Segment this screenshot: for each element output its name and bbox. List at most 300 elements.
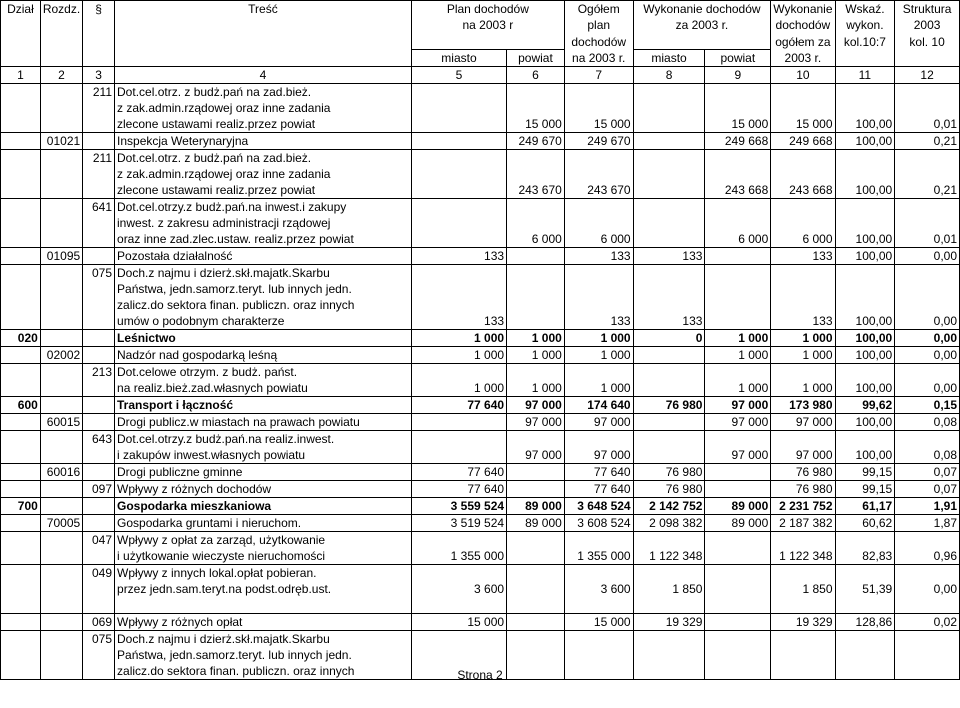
column-number-3: 3 bbox=[83, 67, 115, 84]
tresc-cell: z zak.admin.rządowej oraz inne zadania bbox=[115, 100, 412, 116]
rozdzial-cell bbox=[40, 581, 82, 597]
tresc-cell: Dot.celowe otrzym. z budż. państ. bbox=[115, 364, 412, 381]
wskaznik-cell: 100,00 bbox=[835, 116, 895, 133]
struktura-cell: 0,00 bbox=[895, 347, 960, 364]
wyk-powiat-cell: 1 000 bbox=[705, 380, 771, 397]
paragraf-cell bbox=[83, 116, 115, 133]
table-row bbox=[1, 281, 960, 297]
paragraf-cell: 047 bbox=[83, 532, 115, 549]
column-number-8: 8 bbox=[633, 67, 705, 84]
rozdzial-cell bbox=[40, 447, 82, 464]
tresc-cell: Państwa, jedn.samorz.teryt. lub innych jedn. bbox=[115, 647, 412, 663]
wyk-ogolem-cell bbox=[771, 150, 835, 167]
rozdzial-cell bbox=[40, 647, 82, 663]
paragraf-cell bbox=[83, 414, 115, 431]
tresc-cell bbox=[115, 597, 412, 614]
dzial-cell bbox=[1, 199, 41, 216]
wyk-miasto-cell: 133 bbox=[633, 313, 705, 330]
plan-ogolem-cell: 1 355 000 bbox=[564, 548, 633, 565]
rozdzial-cell bbox=[40, 116, 82, 133]
column-number-5: 5 bbox=[411, 67, 506, 84]
plan-powiat-cell bbox=[507, 431, 565, 448]
header-paragraf: § bbox=[83, 1, 115, 18]
plan-ogolem-cell bbox=[564, 431, 633, 448]
plan-ogolem-cell: 133 bbox=[564, 313, 633, 330]
wyk-powiat-cell bbox=[705, 281, 771, 297]
wskaznik-cell: 82,83 bbox=[835, 548, 895, 565]
wyk-ogolem-cell: 15 000 bbox=[771, 116, 835, 133]
paragraf-cell bbox=[83, 313, 115, 330]
wyk-powiat-cell bbox=[705, 464, 771, 481]
plan-ogolem-cell: 97 000 bbox=[564, 414, 633, 431]
wskaznik-cell: 100,00 bbox=[835, 330, 895, 347]
wyk-miasto-cell bbox=[633, 532, 705, 549]
wyk-miasto-cell bbox=[633, 414, 705, 431]
plan-powiat-cell bbox=[507, 100, 565, 116]
plan-ogolem-cell bbox=[564, 150, 633, 167]
table-row bbox=[1, 414, 960, 431]
wyk-ogolem-cell bbox=[771, 265, 835, 282]
tresc-cell: Nadzór nad gospodarką leśną bbox=[115, 347, 412, 364]
plan-powiat-cell: 1 000 bbox=[507, 330, 565, 347]
wyk-ogolem-cell: 6 000 bbox=[771, 231, 835, 248]
plan-miasto-cell: 3 519 524 bbox=[411, 515, 506, 532]
paragraf-cell: 643 bbox=[83, 431, 115, 448]
paragraf-cell bbox=[83, 281, 115, 297]
wskaznik-cell: 128,86 bbox=[835, 614, 895, 631]
plan-miasto-cell: 1 000 bbox=[411, 380, 506, 397]
dzial-cell bbox=[1, 532, 41, 549]
wskaznik-cell bbox=[835, 364, 895, 381]
dzial-cell bbox=[1, 414, 41, 431]
wyk-miasto-cell bbox=[633, 265, 705, 282]
plan-powiat-cell: 1 000 bbox=[507, 347, 565, 364]
table-row bbox=[1, 199, 960, 216]
table-row bbox=[1, 313, 960, 330]
tresc-cell: Drogi publiczne gminne bbox=[115, 464, 412, 481]
wyk-powiat-cell bbox=[705, 481, 771, 498]
wskaznik-cell: 100,00 bbox=[835, 231, 895, 248]
rozdzial-cell: 70005 bbox=[40, 515, 82, 532]
struktura-cell: 0,00 bbox=[895, 581, 960, 597]
wyk-miasto-cell bbox=[633, 431, 705, 448]
plan-powiat-cell bbox=[507, 597, 565, 614]
tresc-cell: Pozostała działalność bbox=[115, 248, 412, 265]
dzial-cell bbox=[1, 464, 41, 481]
wyk-powiat-cell bbox=[705, 581, 771, 597]
rozdzial-cell bbox=[40, 231, 82, 248]
dzial-cell bbox=[1, 447, 41, 464]
column-number-6: 6 bbox=[507, 67, 565, 84]
tresc-cell: i zakupów inwest.własnych powiatu bbox=[115, 447, 412, 464]
plan-miasto-cell bbox=[411, 647, 506, 663]
column-number-11: 11 bbox=[835, 67, 895, 84]
header-wyk-l1: Wykonanie dochodów bbox=[633, 1, 771, 18]
rozdzial-cell: 01095 bbox=[40, 248, 82, 265]
wyk-miasto-cell bbox=[633, 447, 705, 464]
wskaznik-cell bbox=[835, 565, 895, 582]
wyk-miasto-cell bbox=[633, 199, 705, 216]
dzial-cell bbox=[1, 581, 41, 597]
plan-miasto-cell: 3 600 bbox=[411, 581, 506, 597]
wskaznik-cell bbox=[835, 647, 895, 663]
wyk-ogolem-cell bbox=[771, 431, 835, 448]
plan-miasto-cell bbox=[411, 166, 506, 182]
rozdzial-cell bbox=[40, 313, 82, 330]
plan-powiat-cell bbox=[507, 84, 565, 101]
wyk-miasto-cell bbox=[633, 364, 705, 381]
wyk-ogolem-cell: 76 980 bbox=[771, 481, 835, 498]
wyk-powiat-cell bbox=[705, 647, 771, 663]
header-tresc: Treść bbox=[115, 1, 412, 18]
wyk-powiat-cell: 89 000 bbox=[705, 515, 771, 532]
wyk-ogolem-cell bbox=[771, 84, 835, 101]
wyk-powiat-cell bbox=[705, 614, 771, 631]
struktura-cell: 0,00 bbox=[895, 380, 960, 397]
plan-miasto-cell bbox=[411, 565, 506, 582]
wyk-powiat-cell bbox=[705, 199, 771, 216]
paragraf-cell: 075 bbox=[83, 631, 115, 648]
wyk-miasto-cell: 2 098 382 bbox=[633, 515, 705, 532]
dzial-cell bbox=[1, 614, 41, 631]
rozdzial-cell bbox=[40, 498, 82, 515]
table-row bbox=[1, 532, 960, 549]
rozdzial-cell bbox=[40, 631, 82, 648]
struktura-cell: 0,00 bbox=[895, 248, 960, 265]
table-row bbox=[1, 364, 960, 381]
wyk-powiat-cell bbox=[705, 565, 771, 582]
rozdzial-cell bbox=[40, 597, 82, 614]
column-number-10: 10 bbox=[771, 67, 835, 84]
paragraf-cell: 097 bbox=[83, 481, 115, 498]
table-row bbox=[1, 100, 960, 116]
table-row bbox=[1, 84, 960, 101]
rozdzial-cell bbox=[40, 532, 82, 549]
header-wyk-powiat: powiat bbox=[705, 50, 771, 67]
rozdzial-cell bbox=[40, 431, 82, 448]
wyk-miasto-cell bbox=[633, 380, 705, 397]
plan-miasto-cell bbox=[411, 133, 506, 150]
wyk-miasto-cell bbox=[633, 116, 705, 133]
rozdzial-cell bbox=[40, 100, 82, 116]
header-str-l3: kol. 10 bbox=[895, 33, 960, 50]
plan-ogolem-cell: 174 640 bbox=[564, 397, 633, 414]
paragraf-cell bbox=[83, 581, 115, 597]
column-number-7: 7 bbox=[564, 67, 633, 84]
struktura-cell bbox=[895, 597, 960, 614]
struktura-cell: 0,08 bbox=[895, 414, 960, 431]
dzial-cell bbox=[1, 100, 41, 116]
plan-ogolem-cell bbox=[564, 364, 633, 381]
tresc-cell: zalicz.do sektora finan. publiczn. oraz innych bbox=[115, 297, 412, 313]
dzial-cell bbox=[1, 565, 41, 582]
wskaznik-cell bbox=[835, 215, 895, 231]
tresc-cell: Wpływy z różnych opłat bbox=[115, 614, 412, 631]
tresc-cell: Doch.z najmu i dzierż.skł.majatk.Skarbu bbox=[115, 631, 412, 648]
plan-powiat-cell bbox=[507, 631, 565, 648]
plan-miasto-cell bbox=[411, 150, 506, 167]
dzial-cell bbox=[1, 265, 41, 282]
plan-ogolem-cell: 1 000 bbox=[564, 330, 633, 347]
wyk-ogolem-cell: 133 bbox=[771, 313, 835, 330]
table-row bbox=[1, 548, 960, 565]
table-row bbox=[1, 231, 960, 248]
plan-powiat-cell bbox=[507, 364, 565, 381]
wyk-miasto-cell bbox=[633, 133, 705, 150]
rozdzial-cell: 60015 bbox=[40, 414, 82, 431]
plan-powiat-cell bbox=[507, 581, 565, 597]
tresc-cell: Wpływy z różnych dochodów bbox=[115, 481, 412, 498]
rozdzial-cell bbox=[40, 297, 82, 313]
wyk-ogolem-cell bbox=[771, 281, 835, 297]
wyk-miasto-cell bbox=[633, 215, 705, 231]
wskaznik-cell: 100,00 bbox=[835, 414, 895, 431]
plan-ogolem-cell bbox=[564, 199, 633, 216]
struktura-cell: 1,87 bbox=[895, 515, 960, 532]
rozdzial-cell: 01021 bbox=[40, 133, 82, 150]
wyk-miasto-cell bbox=[633, 281, 705, 297]
plan-ogolem-cell bbox=[564, 281, 633, 297]
plan-miasto-cell: 3 559 524 bbox=[411, 498, 506, 515]
dzial-cell: 700 bbox=[1, 498, 41, 515]
wskaznik-cell: 100,00 bbox=[835, 313, 895, 330]
wyk-powiat-cell: 6 000 bbox=[705, 231, 771, 248]
header-ogolem-l4: na 2003 r. bbox=[564, 50, 633, 67]
header-plan-l1: Plan dochodów bbox=[411, 1, 564, 18]
wskaznik-cell bbox=[835, 297, 895, 313]
tresc-cell: Drogi publicz.w miastach na prawach powiatu bbox=[115, 414, 412, 431]
table-row bbox=[1, 631, 960, 648]
struktura-cell bbox=[895, 150, 960, 167]
plan-powiat-cell bbox=[507, 548, 565, 565]
tresc-cell: Dot.cel.otrzy.z budż.pań.na realiz.inwest. bbox=[115, 431, 412, 448]
paragraf-cell: 049 bbox=[83, 565, 115, 582]
wyk-ogolem-cell bbox=[771, 199, 835, 216]
plan-ogolem-cell bbox=[564, 565, 633, 582]
plan-ogolem-cell: 15 000 bbox=[564, 116, 633, 133]
table-row bbox=[1, 297, 960, 313]
wskaznik-cell: 60,62 bbox=[835, 515, 895, 532]
wyk-powiat-cell: 1 000 bbox=[705, 330, 771, 347]
wyk-ogolem-cell: 19 329 bbox=[771, 614, 835, 631]
plan-miasto-cell: 77 640 bbox=[411, 397, 506, 414]
tresc-cell: i użytkowanie wieczyste nieruchomości bbox=[115, 548, 412, 565]
rozdzial-cell bbox=[40, 182, 82, 199]
wskaznik-cell: 99,62 bbox=[835, 397, 895, 414]
dzial-cell bbox=[1, 597, 41, 614]
wyk-powiat-cell: 97 000 bbox=[705, 397, 771, 414]
dzial-cell bbox=[1, 231, 41, 248]
plan-powiat-cell bbox=[507, 199, 565, 216]
wyk-ogolem-cell: 243 668 bbox=[771, 182, 835, 199]
paragraf-cell bbox=[83, 330, 115, 347]
dzial-cell bbox=[1, 380, 41, 397]
plan-ogolem-cell bbox=[564, 297, 633, 313]
plan-powiat-cell: 1 000 bbox=[507, 380, 565, 397]
plan-miasto-cell: 77 640 bbox=[411, 481, 506, 498]
wyk-powiat-cell bbox=[705, 431, 771, 448]
dzial-cell bbox=[1, 297, 41, 313]
paragraf-cell: 211 bbox=[83, 150, 115, 167]
plan-powiat-cell: 97 000 bbox=[507, 447, 565, 464]
struktura-cell bbox=[895, 565, 960, 582]
header-wykog-l4: 2003 r. bbox=[771, 50, 835, 67]
plan-powiat-cell bbox=[507, 281, 565, 297]
plan-ogolem-cell: 249 670 bbox=[564, 133, 633, 150]
wskaznik-cell: 100,00 bbox=[835, 447, 895, 464]
plan-ogolem-cell: 133 bbox=[564, 248, 633, 265]
header-wyk-l2: za 2003 r. bbox=[633, 17, 771, 33]
dzial-cell bbox=[1, 84, 41, 101]
wskaznik-cell bbox=[835, 166, 895, 182]
wyk-ogolem-cell: 2 231 752 bbox=[771, 498, 835, 515]
wyk-ogolem-cell: 133 bbox=[771, 248, 835, 265]
paragraf-cell bbox=[83, 515, 115, 532]
plan-miasto-cell bbox=[411, 116, 506, 133]
plan-miasto-cell: 1 000 bbox=[411, 330, 506, 347]
dzial-cell bbox=[1, 631, 41, 648]
paragraf-cell: 075 bbox=[83, 265, 115, 282]
wyk-miasto-cell: 76 980 bbox=[633, 464, 705, 481]
wyk-miasto-cell bbox=[633, 166, 705, 182]
wyk-powiat-cell bbox=[705, 364, 771, 381]
wyk-miasto-cell bbox=[633, 647, 705, 663]
tresc-cell: Inspekcja Weterynaryjna bbox=[115, 133, 412, 150]
wskaznik-cell: 51,39 bbox=[835, 581, 895, 597]
plan-powiat-cell bbox=[507, 297, 565, 313]
plan-powiat-cell bbox=[507, 532, 565, 549]
plan-powiat-cell bbox=[507, 647, 565, 663]
wyk-ogolem-cell: 1 000 bbox=[771, 347, 835, 364]
paragraf-cell: 069 bbox=[83, 614, 115, 631]
wyk-ogolem-cell: 97 000 bbox=[771, 414, 835, 431]
wyk-powiat-cell bbox=[705, 248, 771, 265]
dzial-cell bbox=[1, 215, 41, 231]
wyk-ogolem-cell bbox=[771, 166, 835, 182]
rozdzial-cell bbox=[40, 215, 82, 231]
paragraf-cell bbox=[83, 297, 115, 313]
wyk-ogolem-cell bbox=[771, 647, 835, 663]
plan-ogolem-cell: 6 000 bbox=[564, 231, 633, 248]
dzial-cell bbox=[1, 182, 41, 199]
wyk-ogolem-cell bbox=[771, 215, 835, 231]
plan-powiat-cell bbox=[507, 150, 565, 167]
wskaznik-cell bbox=[835, 281, 895, 297]
rozdzial-cell bbox=[40, 330, 82, 347]
plan-ogolem-cell: 77 640 bbox=[564, 481, 633, 498]
tresc-cell: Dot.cel.otrz. z budż.pań na zad.bież. bbox=[115, 150, 412, 167]
wyk-powiat-cell bbox=[705, 631, 771, 648]
wyk-powiat-cell: 97 000 bbox=[705, 414, 771, 431]
wyk-powiat-cell: 243 668 bbox=[705, 182, 771, 199]
header-wykog-l2: dochodów bbox=[771, 17, 835, 33]
wyk-ogolem-cell bbox=[771, 297, 835, 313]
wyk-ogolem-cell bbox=[771, 565, 835, 582]
tresc-cell: zlecone ustawami realiz.przez powiat bbox=[115, 116, 412, 133]
struktura-cell: 0,00 bbox=[895, 313, 960, 330]
plan-ogolem-cell: 243 670 bbox=[564, 182, 633, 199]
wskaznik-cell: 99,15 bbox=[835, 464, 895, 481]
wyk-powiat-cell bbox=[705, 100, 771, 116]
plan-powiat-cell bbox=[507, 614, 565, 631]
plan-miasto-cell bbox=[411, 631, 506, 648]
paragraf-cell bbox=[83, 166, 115, 182]
struktura-cell: 0,01 bbox=[895, 116, 960, 133]
struktura-cell: 0,00 bbox=[895, 330, 960, 347]
dzial-cell: 600 bbox=[1, 397, 41, 414]
table-row bbox=[1, 215, 960, 231]
plan-miasto-cell: 1 355 000 bbox=[411, 548, 506, 565]
column-number-4: 4 bbox=[115, 67, 412, 84]
tresc-cell: Gospodarka gruntami i nieruchom. bbox=[115, 515, 412, 532]
rozdzial-cell bbox=[40, 364, 82, 381]
tresc-cell: Dot.cel.otrzy.z budż.pań.na inwest.i zakupy bbox=[115, 199, 412, 216]
paragraf-cell bbox=[83, 215, 115, 231]
header-str-l2: 2003 bbox=[895, 17, 960, 33]
rozdzial-cell bbox=[40, 380, 82, 397]
table-row bbox=[1, 597, 960, 614]
dzial-cell bbox=[1, 313, 41, 330]
wyk-miasto-cell: 1 122 348 bbox=[633, 548, 705, 565]
wyk-miasto-cell: 19 329 bbox=[633, 614, 705, 631]
wyk-ogolem-cell: 1 122 348 bbox=[771, 548, 835, 565]
wyk-powiat-cell bbox=[705, 313, 771, 330]
wskaznik-cell bbox=[835, 597, 895, 614]
header-wykog-l3: ogółem za bbox=[771, 33, 835, 50]
plan-powiat-cell: 89 000 bbox=[507, 515, 565, 532]
dzial-cell: 020 bbox=[1, 330, 41, 347]
plan-ogolem-cell: 15 000 bbox=[564, 614, 633, 631]
table-row bbox=[1, 166, 960, 182]
wyk-ogolem-cell: 249 668 bbox=[771, 133, 835, 150]
table-row bbox=[1, 182, 960, 199]
header-wykog-l1: Wykonanie bbox=[771, 1, 835, 18]
struktura-cell bbox=[895, 265, 960, 282]
plan-ogolem-cell: 1 000 bbox=[564, 380, 633, 397]
wyk-miasto-cell bbox=[633, 150, 705, 167]
plan-ogolem-cell: 3 648 524 bbox=[564, 498, 633, 515]
plan-ogolem-cell bbox=[564, 100, 633, 116]
wyk-powiat-cell bbox=[705, 297, 771, 313]
paragraf-cell bbox=[83, 248, 115, 265]
struktura-cell: 0,02 bbox=[895, 614, 960, 631]
paragraf-cell: 211 bbox=[83, 84, 115, 101]
column-number-row bbox=[1, 67, 960, 84]
wskaznik-cell bbox=[835, 84, 895, 101]
plan-miasto-cell bbox=[411, 532, 506, 549]
wyk-miasto-cell bbox=[633, 631, 705, 648]
header-wsk-l3: kol.10:7 bbox=[835, 33, 895, 50]
tresc-cell: Doch.z najmu i dzierż.skł.majatk.Skarbu bbox=[115, 265, 412, 282]
paragraf-cell: 641 bbox=[83, 199, 115, 216]
plan-miasto-cell bbox=[411, 231, 506, 248]
wskaznik-cell: 100,00 bbox=[835, 133, 895, 150]
plan-ogolem-cell bbox=[564, 631, 633, 648]
table-row bbox=[1, 347, 960, 364]
table-row bbox=[1, 150, 960, 167]
wyk-ogolem-cell: 2 187 382 bbox=[771, 515, 835, 532]
plan-powiat-cell: 249 670 bbox=[507, 133, 565, 150]
plan-ogolem-cell: 1 000 bbox=[564, 347, 633, 364]
plan-miasto-cell: 1 000 bbox=[411, 347, 506, 364]
tresc-cell: Wpływy z opłat za zarząd, użytkowanie bbox=[115, 532, 412, 549]
plan-miasto-cell bbox=[411, 84, 506, 101]
paragraf-cell bbox=[83, 133, 115, 150]
wskaznik-cell bbox=[835, 199, 895, 216]
paragraf-cell bbox=[83, 100, 115, 116]
rozdzial-cell bbox=[40, 150, 82, 167]
plan-miasto-cell: 133 bbox=[411, 248, 506, 265]
